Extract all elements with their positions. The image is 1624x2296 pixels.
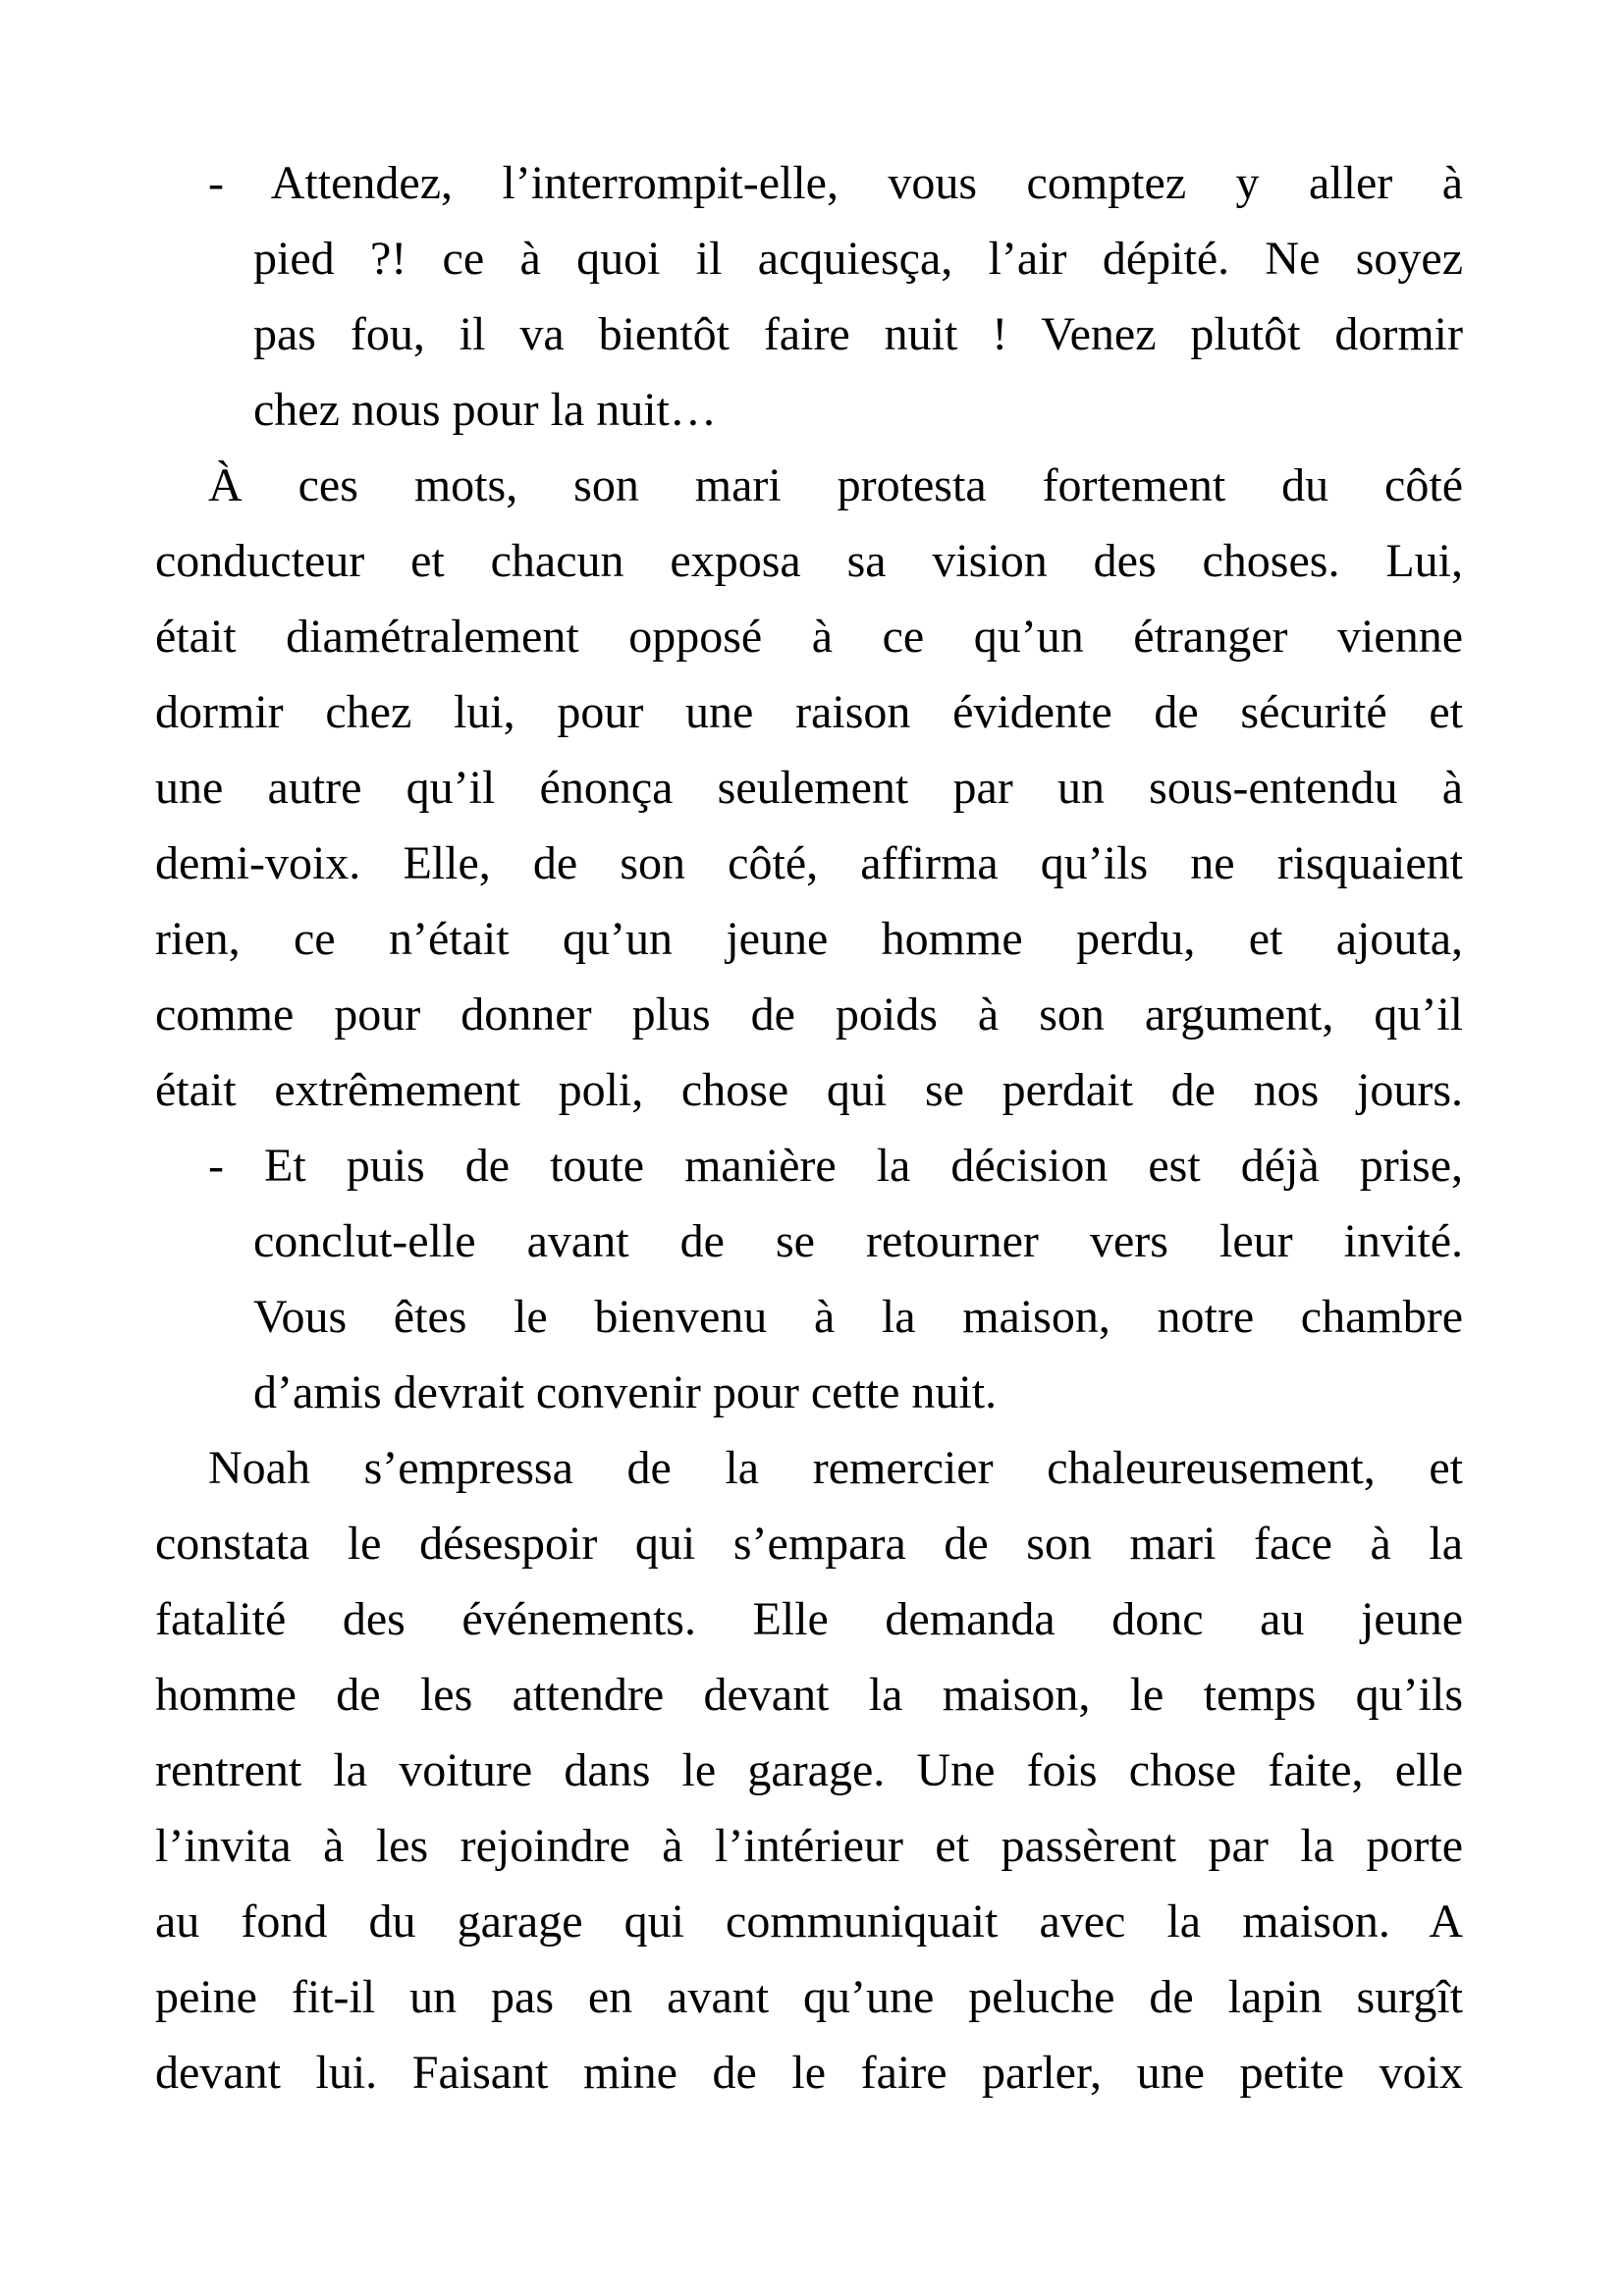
text-line: comme pour donner plus de poids à son argument, qu’il xyxy=(155,988,1463,1041)
text-line: - Attendez, l’interrompit-elle, vous comptez y aller à xyxy=(208,157,1463,209)
text-line: chez nous pour la nuit… xyxy=(253,384,717,436)
text-line: constata le désespoir qui s’empara de son mari face à la xyxy=(155,1518,1463,1570)
text-line: dormir chez lui, pour une raison évidente de sécurité et xyxy=(155,686,1463,738)
text-line: - Et puis de toute manière la décision est déjà prise, xyxy=(208,1140,1463,1192)
text-line: fatalité des événements. Elle demanda donc au jeune xyxy=(155,1593,1463,1645)
text-line: pas fou, il va bientôt faire nuit ! Venez plutôt dormir xyxy=(253,308,1463,360)
text-line: peine fit-il un pas en avant qu’une peluche de lapin surgît xyxy=(155,1971,1463,2023)
text-line: Vous êtes le bienvenu à la maison, notre chambre xyxy=(253,1291,1463,1343)
paragraph xyxy=(155,1430,1463,2110)
text-line: une autre qu’il énonça seulement par un sous-entendu à xyxy=(155,762,1463,814)
text-line: était extrêmement poli, chose qui se perdait de nos jours. xyxy=(155,1064,1463,1116)
text-block xyxy=(155,145,1463,2110)
text-line: au fond du garage qui communiquait avec la maison. A xyxy=(155,1896,1463,1948)
text-line: pied ?! ce à quoi il acquiesça, l’air dépité. Ne soyez xyxy=(253,233,1463,285)
text-line: Noah s’empressa de la remercier chaleureusement, et xyxy=(208,1442,1463,1494)
dialogue-paragraph xyxy=(155,145,1463,448)
text-line: À ces mots, son mari protesta fortement du côté xyxy=(208,459,1463,511)
text-line: l’invita à les rejoindre à l’intérieur et passèrent par la porte xyxy=(155,1820,1463,1872)
text-line: homme de les attendre devant la maison, le temps qu’ils xyxy=(155,1669,1463,1721)
text-line: était diamétralement opposé à ce qu’un étranger vienne xyxy=(155,611,1463,663)
text-line: rien, ce n’était qu’un jeune homme perdu, et ajouta, xyxy=(155,913,1463,965)
text-line: demi-voix. Elle, de son côté, affirma qu’ils ne risquaient xyxy=(155,837,1463,889)
text-line: rentrent la voiture dans le garage. Une fois chose faite, elle xyxy=(155,1744,1463,1796)
paragraph xyxy=(155,448,1463,1128)
text-line: conducteur et chacun exposa sa vision des choses. Lui, xyxy=(155,535,1463,587)
dialogue-paragraph xyxy=(155,1128,1463,1430)
text-line: d’amis devrait convenir pour cette nuit. xyxy=(253,1366,998,1418)
text-line: devant lui. Faisant mine de le faire parler, une petite voix xyxy=(155,2047,1463,2099)
text-line: conclut-elle avant de se retourner vers leur invité. xyxy=(253,1215,1463,1267)
